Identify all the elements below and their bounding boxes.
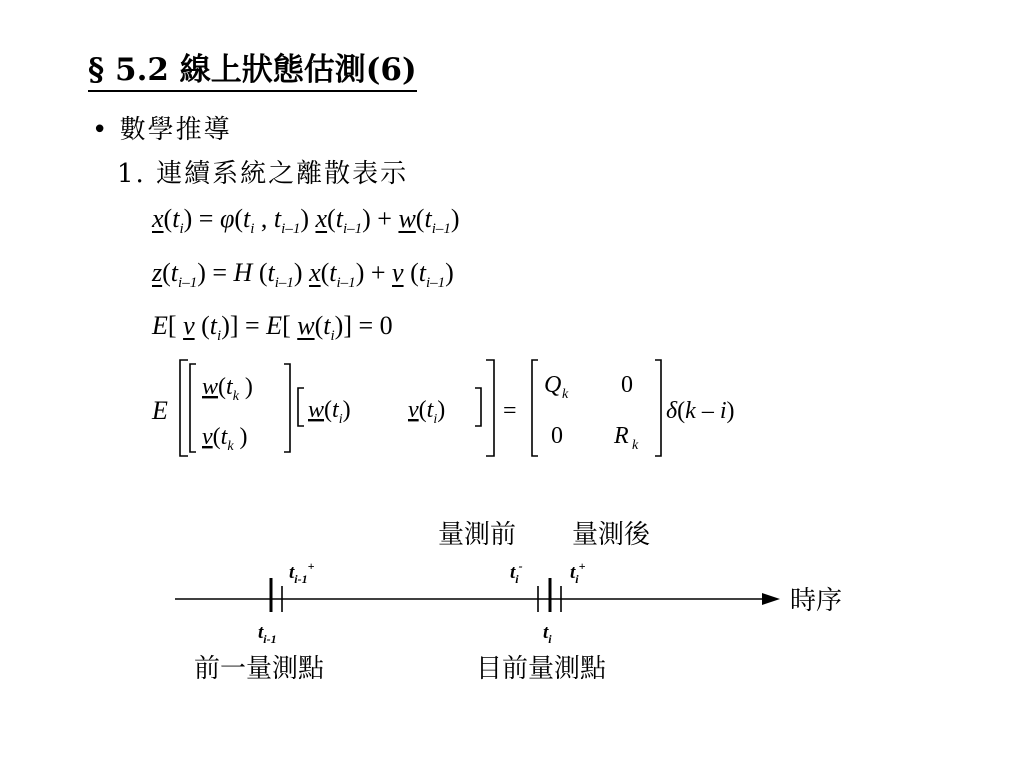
- tick-prev-top-sup: +: [307, 559, 315, 573]
- axis-arrowhead: [762, 593, 780, 605]
- tick-prev-top-sub: i-1: [294, 572, 308, 586]
- tick-cur-minus-sub: i: [515, 572, 519, 586]
- tick-cur-minus-label: t: [510, 562, 516, 583]
- svg-text:=: =: [503, 398, 517, 424]
- svg-text:k: k: [562, 387, 569, 402]
- tick-cur-bottom-sub: i: [548, 632, 552, 646]
- label-after-measure: 量測後: [572, 520, 651, 550]
- tick-cur-plus-sup: +: [578, 559, 586, 573]
- equation-state-transition: $x(t_i) = \varphi(t_i$ , $t_{i-1}$) $x(t_{i-1}) + w(t_{i-1})$: [152, 204, 460, 237]
- svg-text:0: 0: [551, 423, 563, 449]
- tick-cur-bottom-label: t: [543, 622, 549, 643]
- svg-text:w(ti): $w(t_i)$: [308, 397, 351, 427]
- bullet-mark: •: [92, 115, 110, 145]
- tick-prev-bottom-sub: i-1: [263, 632, 277, 646]
- svg-text:v(tk ): $v(t_k$ ): [202, 424, 248, 454]
- bullet-text: 數學推導: [119, 115, 232, 145]
- svg-text:Q: Q: [544, 372, 562, 398]
- svg-text:v(ti): $v(t_i)$: [408, 397, 446, 427]
- svg-text:δ(k – i): δ(k – i): [666, 398, 735, 424]
- svg-text:R: R: [614, 423, 629, 449]
- svg-text:E: E: [152, 396, 168, 425]
- svg-text:ti-: [510, 559, 523, 586]
- caption-prev-measurement: 前一量測點: [194, 654, 325, 684]
- tick-cur-plus-sub: i: [575, 572, 579, 586]
- caption-cur-measurement: 目前量測點: [476, 654, 607, 684]
- tick-prev-bottom-label: t: [258, 622, 264, 643]
- svg-text:ti+: [570, 559, 586, 586]
- tick-cur-plus-label: t: [570, 562, 576, 583]
- svg-text:ti-1+: [289, 559, 315, 586]
- svg-text:ti-1: [258, 622, 277, 646]
- axis-label: 時序: [790, 586, 843, 616]
- slide-title: § 5.2 線上狀態估測(6): [88, 50, 417, 92]
- tick-cur-minus-sup: -: [518, 559, 523, 573]
- equation-measurement: $z(t_{i-1}) = H$ $(t_{i-1}) x(t_{i-1}) + v$ $(t_{i-1})$: [152, 258, 454, 291]
- svg-text:ti: [543, 622, 552, 646]
- tick-prev-top-label: t: [289, 562, 295, 583]
- svg-text:0: 0: [621, 372, 633, 398]
- svg-text:w(tk ): $w(t_k$ ): [202, 374, 253, 404]
- equation-zero-mean: E[ v $(t_i)] = E$[ $w(t_i)] = 0$: [152, 311, 393, 344]
- svg-text:k: k: [632, 438, 639, 453]
- numbered-item: 1. 連續系統之離散表示: [117, 159, 409, 189]
- label-before-measure: 量測前: [438, 520, 517, 550]
